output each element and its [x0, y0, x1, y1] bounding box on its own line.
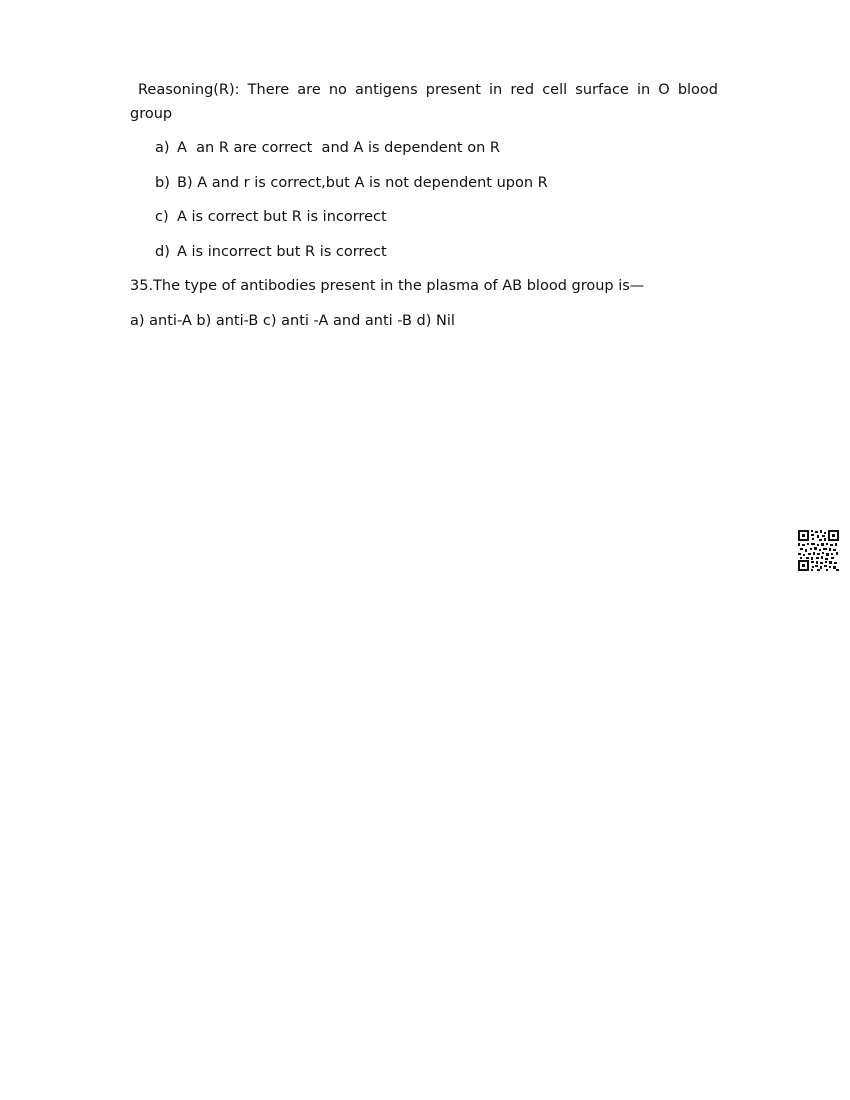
question-35-answers: a) anti-A b) anti-B c) anti -A and anti -B d) Nil [130, 313, 455, 329]
option-c [155, 206, 548, 241]
option-text: A is incorrect but R is correct [177, 243, 387, 260]
reasoning-statement: Reasoning(R): There are no antigens present in red cell surface in O blood group [130, 82, 718, 122]
qr-code-icon [798, 530, 839, 571]
option-b [155, 172, 548, 207]
option-letter: c) [155, 209, 169, 225]
option-letter: b) [155, 174, 170, 191]
option-text: A an R are correct and A is dependent on R [177, 140, 500, 156]
option-letter: d) [155, 243, 170, 260]
option-letter: a) [155, 140, 170, 156]
question-35: 35.The type of antibodies present in the plasma of AB blood group is— [130, 278, 645, 294]
option-a [155, 137, 548, 172]
option-d [155, 241, 548, 276]
options-list [155, 137, 548, 275]
option-text: A is correct but R is incorrect [177, 209, 387, 225]
option-text: B) A and r is correct,but A is not dependent upon R [177, 174, 548, 191]
